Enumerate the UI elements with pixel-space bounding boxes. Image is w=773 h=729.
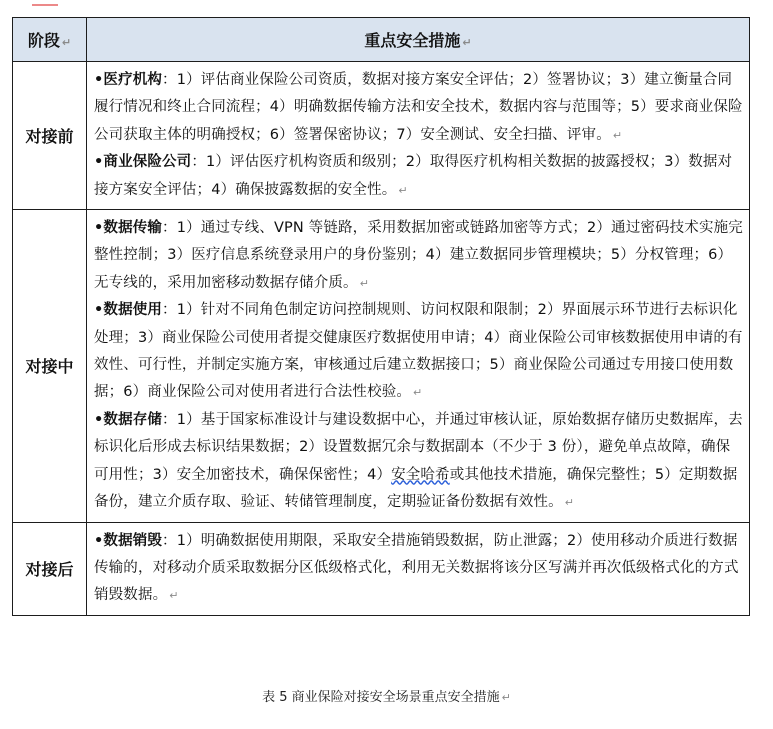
measure-text-underlined: 安全哈希 — [391, 466, 450, 483]
measure-text: 1）基于国家标准设计与建设数据中心，并通过审核认证，原始数据存储历史数据库，去标识化后形成去标识结果数据；2）设置数据冗余与数据副本（不少于 3 份），避免单点故障，确保可用性；3）安全加密技术，确保保密性；4） — [94, 411, 743, 483]
table-header-row — [13, 18, 750, 62]
measure-label: 数据使用 — [103, 302, 163, 319]
measure-text: 1）明确数据使用期限，采取安全措施销毁数据，防止泄露；2）使用移动介质进行数据传输的，对移动介质采取数据分区低级格式化，利用无关数据将该分区写满并再次低级格式化的方式销毁数据。 — [94, 532, 739, 604]
measure-block: •数据传输：1）通过专线、VPN 等链路，采用数据加密或链路加密等方式；2）通过密码技术实施完整性控制；3）医疗信息系统登录用户的身份鉴别；4）建立数据同步管理模块；5）分权管理；6）无专线的，采用加密移动数据存储介质。 ↵ — [94, 220, 743, 291]
table-row — [13, 522, 750, 615]
measure-block: •商业保险公司：1）评估医疗机构资质和级别；2）取得医疗机构相关数据的披露授权；3）数据对接方案安全评估；4）确保披露数据的安全性。 ↵ — [94, 154, 733, 198]
security-measures-table — [12, 17, 750, 616]
measure-text: 1）针对不同角色制定访问控制规则、访问权限和限制；2）界面展示环节进行去标识化处理；3）商业保险公司使用者提交健康医疗数据使用申请；4）商业保险公司审核数据使用申请的有效性、可行性，并制定实施方案，审核通过后建立数据接口；5）商业保险公司通过专用接口使用数据；6）商业保险公司对使用者进行合法性校验。 — [94, 302, 743, 401]
measure-label: 数据存储 — [103, 411, 163, 428]
measure-label: 医疗机构 — [103, 72, 163, 88]
measure-block: •数据使用：1）针对不同角色制定访问控制规则、访问权限和限制；2）界面展示环节进行去标识化处理；3）商业保险公司使用者提交健康医疗数据使用申请；4）商业保险公司审核数据使用申请的有效性、可行性，并制定实施方案，审核通过后建立数据接口；5）商业保险公司通过专用接口使用数据；6）商业保险公司对使用者进行合法性校验。 ↵ — [94, 302, 743, 401]
measure-text: 1）评估商业保险公司资质，数据对接方案安全评估；2）签署协议；3）建立衡量合同履行情况和终止合同流程；4）明确数据传输方法和安全技术，数据内容与范围等；5）要求商业保险公司获取主体的明确授权；6）签署保密协议；7）安全测试、安全扫描、评审。 — [94, 72, 743, 143]
measure-text: 或其他技术措施，确保完整性；5）定期数据备份，建立介质存取、验证、转储管理制度，定期验证备份数据有效性。 — [94, 466, 738, 511]
top-red-mark — [32, 4, 58, 6]
stage-cell-during: 对接中 — [13, 210, 87, 522]
table-caption: 表 5 商业保险对接安全场景重点安全措施 ↵ — [262, 690, 511, 705]
measure-label: 数据销毁 — [103, 532, 163, 549]
measure-text: 1）通过专线、VPN 等链路，采用数据加密或链路加密等方式；2）通过密码技术实施完整性控制；3）医疗信息系统登录用户的身份鉴别；4）建立数据同步管理模块；5）分权管理；6）无专线的，采用加密移动数据存储介质。 — [94, 220, 743, 291]
stage-cell-after: 对接后 — [13, 522, 87, 615]
stage-cell-before: 对接前 — [13, 62, 87, 210]
measure-block: •数据存储：1）基于国家标准设计与建设数据中心，并通过审核认证，原始数据存储历史数据库，去标识化后形成去标识结果数据；2）设置数据冗余与数据副本（不少于 3 份），避免单点故障，确保可用性；3）安全加密技术，确保保密性；4）安全哈希或其他技术措施，确保完整性；5）定期数据备份，建立介质存取、验证、转储管理制度，定期验证备份数据有效性。 ↵ — [94, 411, 743, 511]
table-row — [13, 62, 750, 210]
measure-text: 1）评估医疗机构资质和级别；2）取得医疗机构相关数据的披露授权；3）数据对接方案安全评估；4）确保披露数据的安全性。 — [94, 154, 733, 198]
measures-cell-before — [87, 62, 750, 210]
measure-label: 商业保险公司 — [103, 154, 192, 171]
measures-cell-during — [87, 210, 750, 522]
measure-block: •数据销毁：1）明确数据使用期限，采取安全措施销毁数据，防止泄露；2）使用移动介质进行数据传输的，对移动介质采取数据分区低级格式化，利用无关数据将该分区写满并再次低级格式化的方式销毁数据。 ↵ — [94, 532, 739, 604]
header-stage: 阶段 ↵ — [13, 18, 87, 62]
measure-block: •医疗机构：1）评估商业保险公司资质，数据对接方案安全评估；2）签署协议；3）建立衡量合同履行情况和终止合同流程；4）明确数据传输方法和安全技术，数据内容与范围等；5）要求商业保险公司获取主体的明确授权；6）签署保密协议；7）安全测试、安全扫描、评审。 ↵ — [94, 72, 743, 143]
measures-cell-after — [87, 522, 750, 615]
measure-label: 数据传输 — [103, 220, 163, 237]
table-row — [13, 210, 750, 522]
header-measures: 重点安全措施 ↵ — [87, 18, 750, 62]
